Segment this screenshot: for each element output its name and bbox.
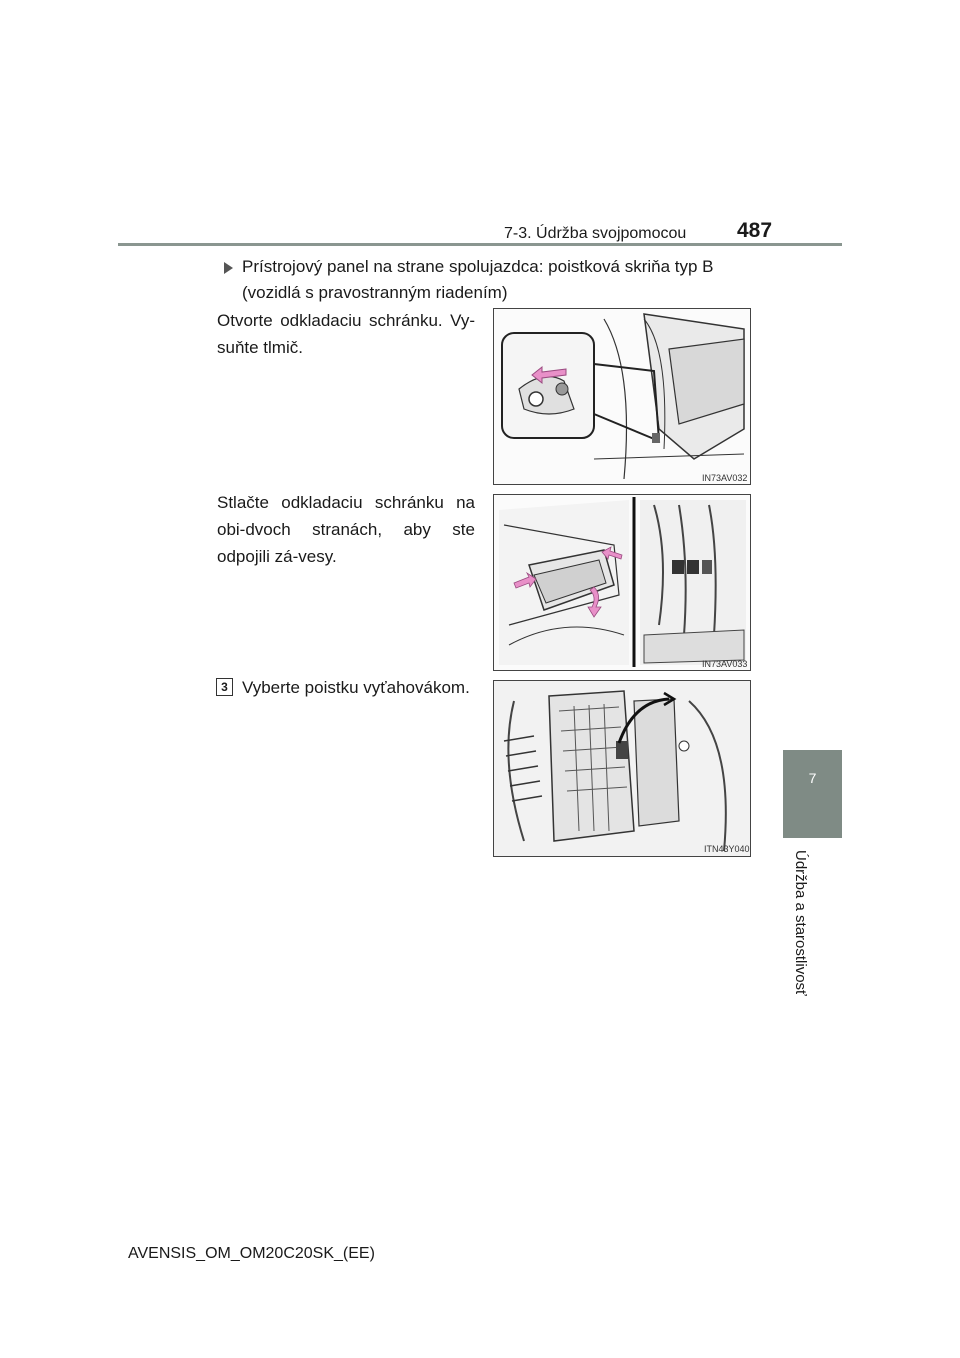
page-number: 487 <box>737 219 773 242</box>
step3-text: Vyberte poistku vyťahovákom. <box>242 678 470 697</box>
figure1-code: IN73AV032 <box>702 473 748 483</box>
footer-document-id: AVENSIS_OM_OM20C20SK_(EE) <box>128 1245 375 1262</box>
figure3-code: ITN43Y040 <box>704 844 750 854</box>
chapter-number: 7 <box>808 770 817 786</box>
glovebox-damper-illustration <box>494 309 750 484</box>
figure-glovebox-damper <box>493 308 751 485</box>
header-divider <box>118 243 842 246</box>
glovebox-detach-illustration <box>494 495 750 670</box>
header-section-title: 7-3. Údržba svojpomocou <box>504 225 687 242</box>
figure2-code: IN73AV033 <box>702 659 748 669</box>
figure-glovebox-detach <box>493 494 751 671</box>
step1-text: Otvorte odkladaciu schránku. Vy-suňte tlmič. <box>217 311 475 357</box>
figure-fuse-removal <box>493 680 751 857</box>
bullet-triangle-icon <box>224 262 233 274</box>
step2-text: Stlačte odkladaciu schránku na obi-dvoch stranách, aby ste odpojili zá-vesy. <box>217 493 475 566</box>
section-heading: Prístrojový panel na strane spolujazdca: poistková skriňa typ B (vozidlá s pravostranným riadením) <box>242 257 714 302</box>
chapter-tab <box>783 750 842 838</box>
fuse-removal-illustration <box>494 681 750 856</box>
step3-number-badge: 3 <box>216 678 233 696</box>
chapter-title: Údržba a starostlivosť <box>792 850 809 996</box>
